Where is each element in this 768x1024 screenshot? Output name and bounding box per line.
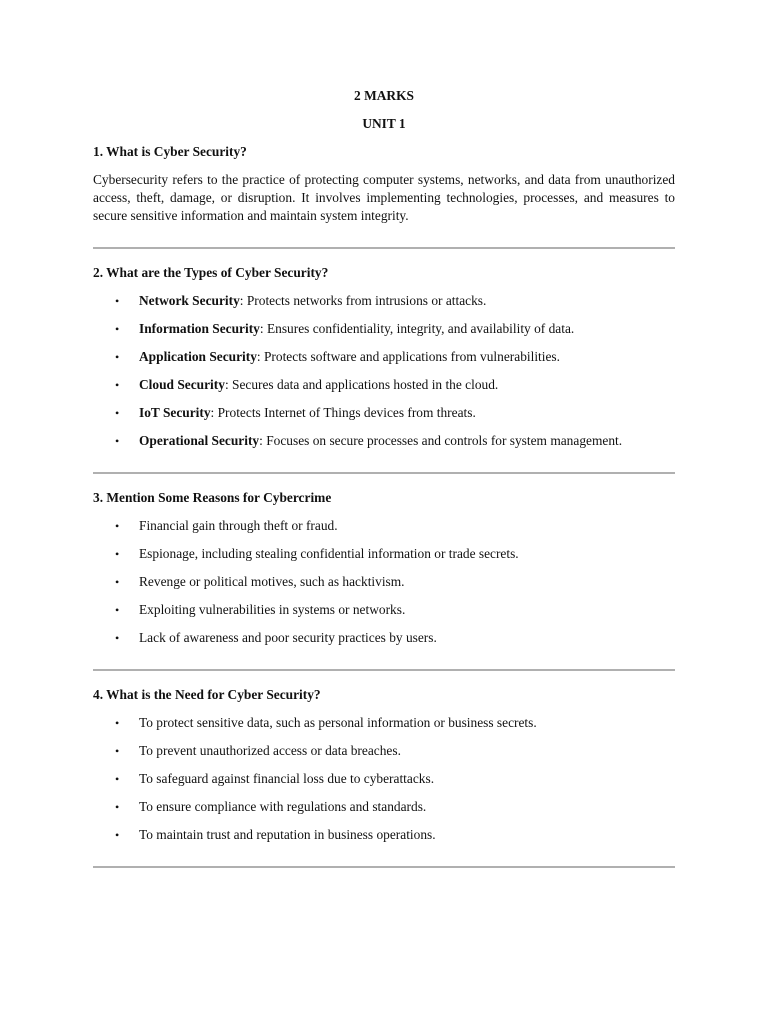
section-divider (93, 472, 675, 474)
question-title: 1. What is Cyber Security? (93, 144, 247, 159)
list-item-text: Exploiting vulnerabilities in systems or networks. (139, 602, 406, 617)
list-item-text: To prevent unauthorized access or data breaches. (139, 743, 401, 758)
list-item-text: To maintain trust and reputation in business operations. (139, 827, 436, 842)
list-item (93, 404, 675, 422)
bullet-icon: • (115, 406, 120, 420)
bullet-icon: • (115, 716, 120, 730)
list-item (93, 798, 675, 816)
list-item (93, 432, 675, 450)
answer-paragraph: Cybersecurity refers to the practice of protecting computer systems, networks, and data from unauthorized access, theft, damage, or disruption. It involves implementing technologies, processes, and measures to secure sensitive information and maintain system integrity. (93, 172, 675, 223)
list-item (93, 517, 675, 535)
bullet-icon: • (115, 434, 120, 448)
list-item (93, 545, 675, 563)
list-item-text: : Secures data and applications hosted in the cloud. (224, 377, 499, 392)
list-item-text: Espionage, including stealing confidential information or trade secrets. (139, 546, 519, 561)
section-types-of-cyber-security (93, 264, 675, 450)
section-divider (93, 866, 675, 868)
bullet-icon: • (115, 603, 120, 617)
section-divider (93, 247, 675, 249)
question-title: 3. Mention Some Reasons for Cybercrime (93, 490, 332, 505)
bullet-icon: • (115, 547, 120, 561)
bullet-icon: • (115, 828, 120, 842)
list-item-text: To protect sensitive data, such as personal information or business secrets. (139, 715, 537, 730)
list-item-term: Application Security (139, 349, 257, 364)
list-item-text: : Protects software and applications from vulnerabilities. (256, 349, 560, 364)
section-what-is-cyber-security (93, 143, 675, 225)
bullet-icon: • (115, 350, 120, 364)
bullet-icon: • (115, 519, 120, 533)
list-item-text: To ensure compliance with regulations and standards. (139, 799, 427, 814)
list-item-text: To safeguard against financial loss due to cyberattacks. (139, 771, 435, 786)
bullet-icon: • (115, 575, 120, 589)
list-item (93, 573, 675, 591)
list-item (93, 601, 675, 619)
list-item-text: : Protects networks from intrusions or attacks. (239, 293, 487, 308)
unit-heading: UNIT 1 (362, 116, 406, 131)
bullet-icon: • (115, 294, 120, 308)
list-item-term: Information Security (139, 321, 260, 336)
list-item-term: IoT Security (139, 405, 211, 420)
list-item (93, 629, 675, 647)
list-item (93, 742, 675, 760)
question-title: 2. What are the Types of Cyber Security? (93, 265, 329, 280)
question-title: 4. What is the Need for Cyber Security? (93, 687, 321, 702)
bullet-list (93, 292, 675, 450)
section-reasons-for-cybercrime (93, 489, 675, 647)
bullet-list (93, 714, 675, 844)
list-item (93, 320, 675, 338)
list-item-term: Operational Security (139, 433, 260, 448)
list-item (93, 826, 675, 844)
list-item-text: : Ensures confidentiality, integrity, and availability of data. (259, 321, 575, 336)
bullet-icon: • (115, 744, 120, 758)
list-item-text: : Focuses on secure processes and controls for system management. (259, 433, 623, 448)
list-item-text: Revenge or political motives, such as hacktivism. (139, 574, 405, 589)
list-item (93, 714, 675, 732)
bullet-list (93, 517, 675, 647)
bullet-icon: • (115, 800, 120, 814)
list-item-text: Lack of awareness and poor security practices by users. (139, 630, 437, 645)
list-item (93, 770, 675, 788)
list-item-term: Cloud Security (139, 377, 225, 392)
document-page (93, 87, 675, 883)
list-item-text: Financial gain through theft or fraud. (139, 518, 338, 533)
section-divider (93, 669, 675, 671)
bullet-icon: • (115, 631, 120, 645)
bullet-icon: • (115, 322, 120, 336)
bullet-icon: • (115, 772, 120, 786)
list-item (93, 376, 675, 394)
marks-heading: 2 MARKS (354, 88, 414, 103)
list-item-term: Network Security (139, 293, 240, 308)
section-need-for-cyber-security (93, 686, 675, 844)
bullet-icon: • (115, 378, 120, 392)
list-item (93, 292, 675, 310)
list-item (93, 348, 675, 366)
list-item-text: : Protects Internet of Things devices from threats. (210, 405, 476, 420)
